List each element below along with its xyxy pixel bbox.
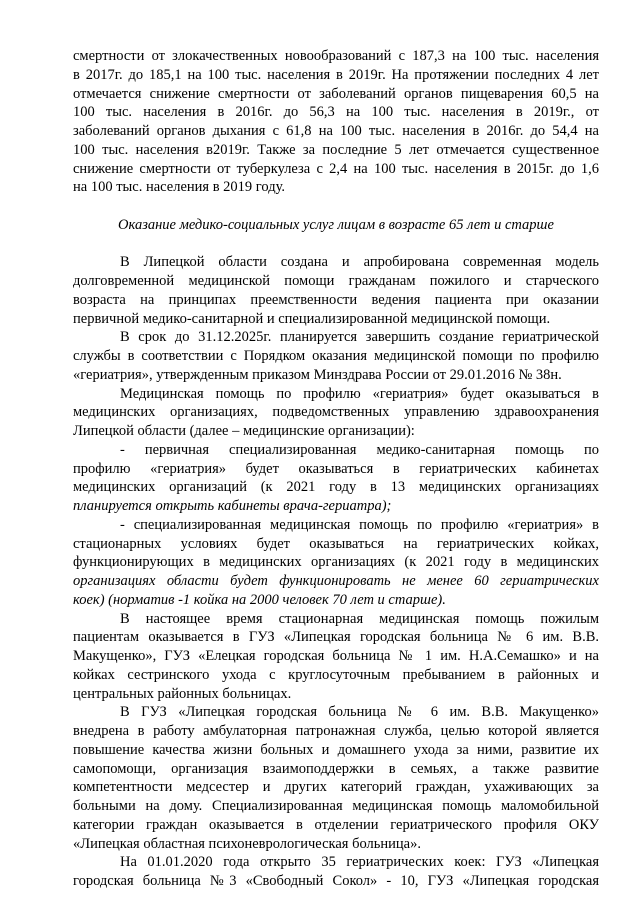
text-line: больными на дому. Специализированная медицинская помощь маломобильной: [73, 798, 599, 814]
text-line: [73, 196, 599, 216]
text-line: компетентности медсестер и других категорий граждан, ухаживающих за: [73, 779, 599, 796]
section-heading: Оказание медико-социальных услуг лицам в возрасте 65 лет и старше: [118, 216, 554, 233]
text-line: центральных районных больницах.: [73, 685, 292, 702]
text-line: «Липецкая областная психоневрологическая больница».: [73, 835, 421, 852]
text-line: медицинских организациях, подведомственных управлению здравоохранения: [73, 404, 599, 421]
text-line: В Липецкой области создана и апробирована современная модель: [120, 254, 599, 271]
text-line: планируется открыть кабинеты врача-гериатра);: [73, 498, 392, 514]
text-line: - первичная специализированная медико-санитарная помощь по: [120, 441, 599, 458]
text-line: На 01.01.2020 года открыто 35 гериатрических коек: ГУЗ «Липецкая: [120, 854, 599, 871]
text-line: профилю «гериатрия» будет оказываться в гериатрических кабинетах: [73, 460, 599, 477]
text-line: повышение качества жизни больных и домашнего ухода за ними, развитие их: [73, 741, 599, 758]
text-line: внедрена в работу амбулаторная патронажная служба, целью которой является: [73, 723, 599, 739]
text-line: «гериатрия», утвержденным приказом Минздрава России от 29.01.2016 № 38н.: [73, 366, 562, 383]
text-line: [73, 234, 599, 254]
text-line: службы в соответствии с Порядком оказания медицинской помощи по профилю: [73, 348, 599, 364]
text-line: смертности от злокачественных новообразований с 187,3 на 100 тыс. населения: [73, 48, 599, 64]
text-line: 100 тыс. населения в 2016г. до 56,3 на 100 тыс. населения в 2019г., от: [73, 104, 599, 121]
text-line: медицинских организаций (к 2021 году в 13 медицинских организациях: [73, 479, 599, 496]
text-line: Липецкой области (далее – медицинские организации):: [73, 423, 415, 439]
text-line: категории граждан оказывается в отделении гериатрического профиля ОКУ: [73, 816, 599, 833]
text-line: В настоящее время стационарная медицинская помощь пожилым: [120, 610, 599, 627]
text-line: на 100 тыс. населения в 2019 году.: [73, 179, 286, 196]
text-line: В срок до 31.12.2025г. планируется завершить создание гериатрической: [120, 329, 599, 346]
text-line: отмечается снижение смертности от заболеваний органов пищеварения 60,5 на: [73, 85, 599, 102]
text-line: койках сестринского ухода с круглосуточным пребыванием в районных и: [73, 666, 599, 683]
text-line: функционирующих в медицинских организациях (к 2021 году в медицинских: [73, 554, 599, 571]
text-line: первичной медико-санитарной и специализированной медицинской помощи.: [73, 310, 551, 327]
text-line: В ГУЗ «Липецкая городская больница № 6 им. В.В. Макущенко»: [120, 704, 599, 721]
text-line: возраста на принципах преемственности ведения пациента при оказании: [73, 291, 599, 308]
text-line: стационарных условиях будет оказываться на гериатрических койках,: [73, 535, 599, 552]
text-line: Медицинская помощь по профилю «гериатрия» будет оказываться в: [120, 385, 599, 402]
text-line: городская больница №3 «Свободный Сокол» - 10, ГУЗ «Липецкая городская: [73, 873, 599, 889]
text-line: снижение смертности от туберкулеза с 2,4 на 100 тыс. населения в 2015г. до 1,6: [73, 160, 599, 177]
text-line: - специализированная медицинская помощь по профилю «гериатрия» в: [120, 516, 599, 533]
text-line: в 2017г. до 185,1 на 100 тыс. населения в 2019г. На протяжении последних 4 лет: [73, 66, 599, 83]
text-line: коек) (норматив -1 койка на 2000 человек 70 лет и старше).: [73, 591, 446, 608]
text-line: самопомощи, организация взаимоподдержки в семьях, а также развитие: [73, 760, 599, 777]
text-line: заболеваний органов дыхания с 61,8 на 100 тыс. населения в 2016г. до 54,4 на: [73, 123, 599, 139]
text-line: Макущенко», ГУЗ «Елецкая городская больница № 1 им. Н.А.Семашко» и на: [73, 648, 599, 664]
text-line: 100 тыс. населения в2019г. Также за последние 5 лет отмечается существенное: [73, 141, 599, 158]
text-line: пациентам оказывается в ГУЗ «Липецкая городская больница № 6 им. В.В.: [73, 629, 599, 646]
text-line: организациях области будет функционировать не менее 60 гериатрических: [73, 573, 599, 589]
text-line: долговременной медицинской помощи гражданам пожилого и старческого: [73, 273, 599, 289]
